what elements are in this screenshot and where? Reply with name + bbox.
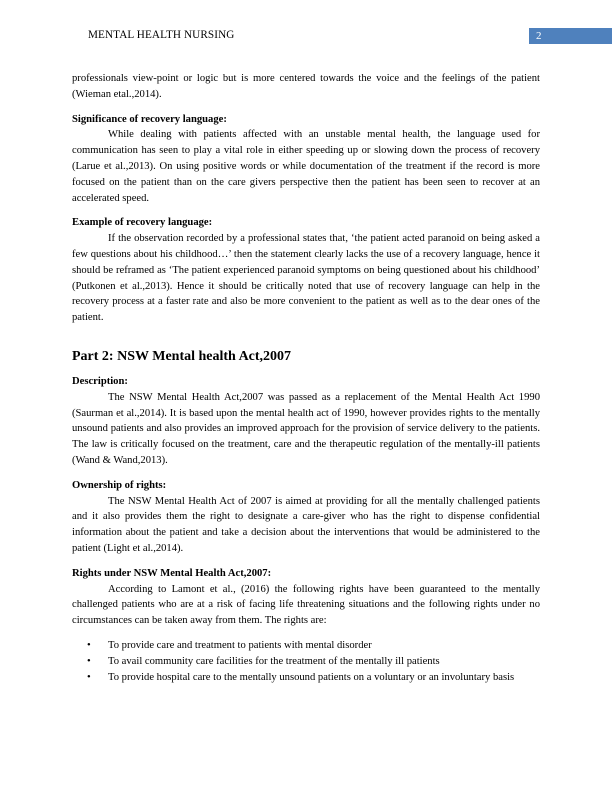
example-heading: Example of recovery language: — [72, 217, 213, 229]
significance-paragraph: While dealing with patients affected with an unstable mental health, the language used for communication has seen to play a vital role in either speeding up or slowing down the process of recovery (Larue et al.,2013). On using positive words or while documentation of the treatment if the record is more focused on the patient than on the care givers perspective then the patient has been seen to recover at an accelerated speed. — [72, 129, 540, 204]
intro-continuation-paragraph: professionals view-point or logic but is more centered towards the voice and the feelings of the patient (Wieman etal.,2014). — [72, 73, 540, 100]
ownership-heading: Ownership of rights: — [72, 479, 167, 491]
list-item — [72, 638, 540, 654]
bullet-icon: • — [87, 639, 91, 651]
list-item-text: To provide hospital care to the mentally unsound patients on a voluntary or an involuntary basis — [108, 671, 515, 683]
list-item-text: To avail community care facilities for the treatment of the mentally ill patients — [108, 655, 440, 667]
ownership-paragraph: The NSW Mental Health Act of 2007 is aimed at providing for all the mentally challenged patients and it also provides them the right to designate a care-giver who has the right to dispense confidential information about the patient and take a decision about the interventions that would be administered to the patient (Light et al.,2014). — [72, 495, 540, 554]
rights-heading: Rights under NSW Mental Health Act,2007: — [72, 567, 272, 579]
rights-paragraph: According to Lamont et al., (2016) the following rights have been guaranteed to the mentally challenged patients who are at a risk of facing life threatening situations and the following rights under no circumstances can be taken away from them. The rights are: — [72, 583, 540, 627]
list-item — [72, 670, 540, 686]
list-item-text: To provide care and treatment to patients with mental disorder — [108, 639, 372, 651]
bullet-icon: • — [87, 671, 91, 683]
list-item — [72, 654, 540, 670]
example-paragraph: If the observation recorded by a professional states that, ‘the patient acted paranoid on being asked a few questions about his childhood…’ then the statement clearly lacks the use of a recovery language, hence it should be reframed as ‘The patient experienced paranoid symptoms on being questioned about his childhood’ (Putkonen et al.,2013). Hence it should be critically noted that use of recovery language can help in the recovery process at a faster rate and also be more convenient to the patient as well as to the dear ones of the patient. — [72, 233, 540, 324]
description-paragraph: The NSW Mental Health Act,2007 was passed as a replacement of the Mental Health Act 1990 (Saurman et al.,2014). It is based upon the mental health act of 1990, however provides rights to the mentally unsound patients and also provides an improved approach for the provision of service delivery to the patients. The law is critically focused on the treatment, care and the therapeutic regulation of the mentally-ill patients (Wand & Wand,2013). — [72, 391, 540, 466]
running-header-title: MENTAL HEALTH NURSING — [88, 29, 235, 41]
rights-list — [72, 638, 540, 685]
part2-title: Part 2: NSW Mental health Act,2007 — [72, 348, 292, 364]
page-number-badge: 2 — [529, 28, 612, 44]
bullet-icon: • — [87, 655, 91, 667]
significance-heading: Significance of recovery language: — [72, 113, 227, 125]
page-header — [88, 28, 612, 44]
description-heading: Description: — [72, 375, 128, 387]
document-body — [72, 71, 540, 685]
